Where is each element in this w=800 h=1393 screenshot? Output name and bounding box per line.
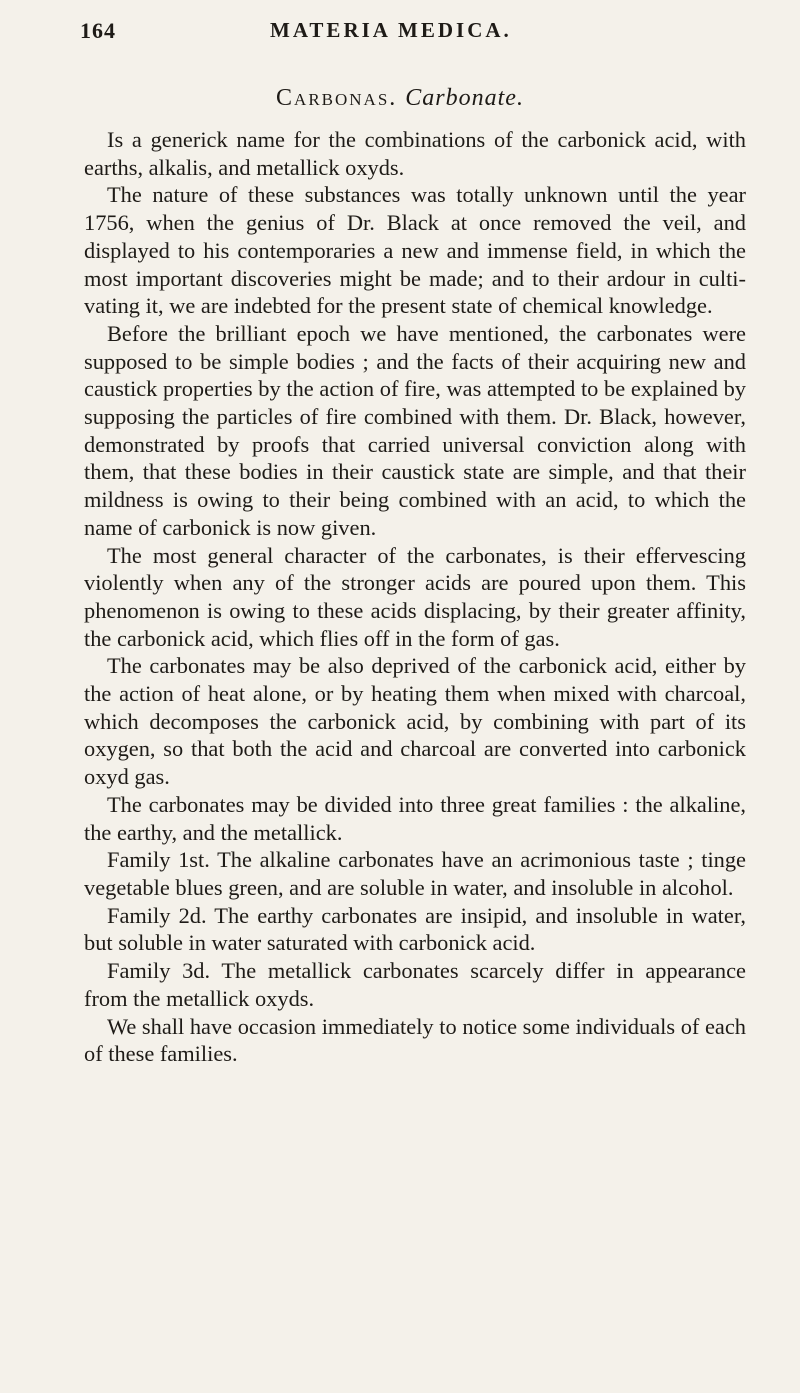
paragraph: Family 1st. The alkaline carbonates have an acrimonious taste ; tinge vegetable blues green, and are soluble in water, and insoluble in alcohol. <box>84 847 746 900</box>
paragraph: Is a generick name for the combinations of the carbonick acid, with earths, alkalis, and metallick oxyds. <box>84 127 746 180</box>
section-title <box>0 85 800 112</box>
page-number: 164 <box>80 18 116 43</box>
running-head: MATERIA MEDICA. <box>270 18 512 42</box>
paragraph: The carbonates may be divided into three great families : the alkaline, the earthy, and the metallick. <box>84 791 746 845</box>
paragraph: Family 3d. The metallick carbonates scarcely differ in appearance from the metallick oxyds. <box>84 958 746 1011</box>
body-text <box>84 126 746 1068</box>
page-header <box>80 18 780 52</box>
section-title-english: Carbonate. <box>405 85 524 111</box>
paragraph: We shall have occasion immediately to notice some individuals of each of these families. <box>84 1013 746 1067</box>
section-title-latin: Carbonas. <box>276 85 398 111</box>
paragraph: The nature of these substances was totally unknown until the year 1756, when the genius of Dr. Black at once removed the veil, and displayed to his contemporaries a new and immense field, in which the most important discoveries might be made; and to their ardour in cultivating it, we are indebted for the present state of chemical knowledge. <box>84 182 746 319</box>
paragraph: The carbonates may be also deprived of the carbonick acid, either by the action of heat alone, or by heating them when mixed with charcoal, which decomposes the carbonick acid, by combining with part of its oxygen, so that both the acid and charcoal are converted into carbonick oxyd gas. <box>84 653 746 790</box>
paragraph: Before the brilliant epoch we have mentioned, the carbonates were supposed to be simple bodies ; and the facts of their acquiring new and caustick properties by the action of fire, was attempted to be explained by supposing the particles of fire combined with them. Dr. Black, however, demonstrated by proofs that carried universal conviction along with them, that these bodies in their caustick state are simple, and that their mildness is owing to their being combined with an acid, to which the name of carbonick is now given. <box>84 320 746 540</box>
paragraph: Family 2d. The earthy carbonates are insipid, and insoluble in water, but soluble in water saturated with carbonick acid. <box>84 902 746 956</box>
paragraph: The most general character of the carbonates, is their effervescing violently when any of the stronger acids are poured upon them. This phenomenon is owing to these acids displacing, by their greater affinity, the carbonick acid, which flies off in the form of gas. <box>84 542 746 651</box>
